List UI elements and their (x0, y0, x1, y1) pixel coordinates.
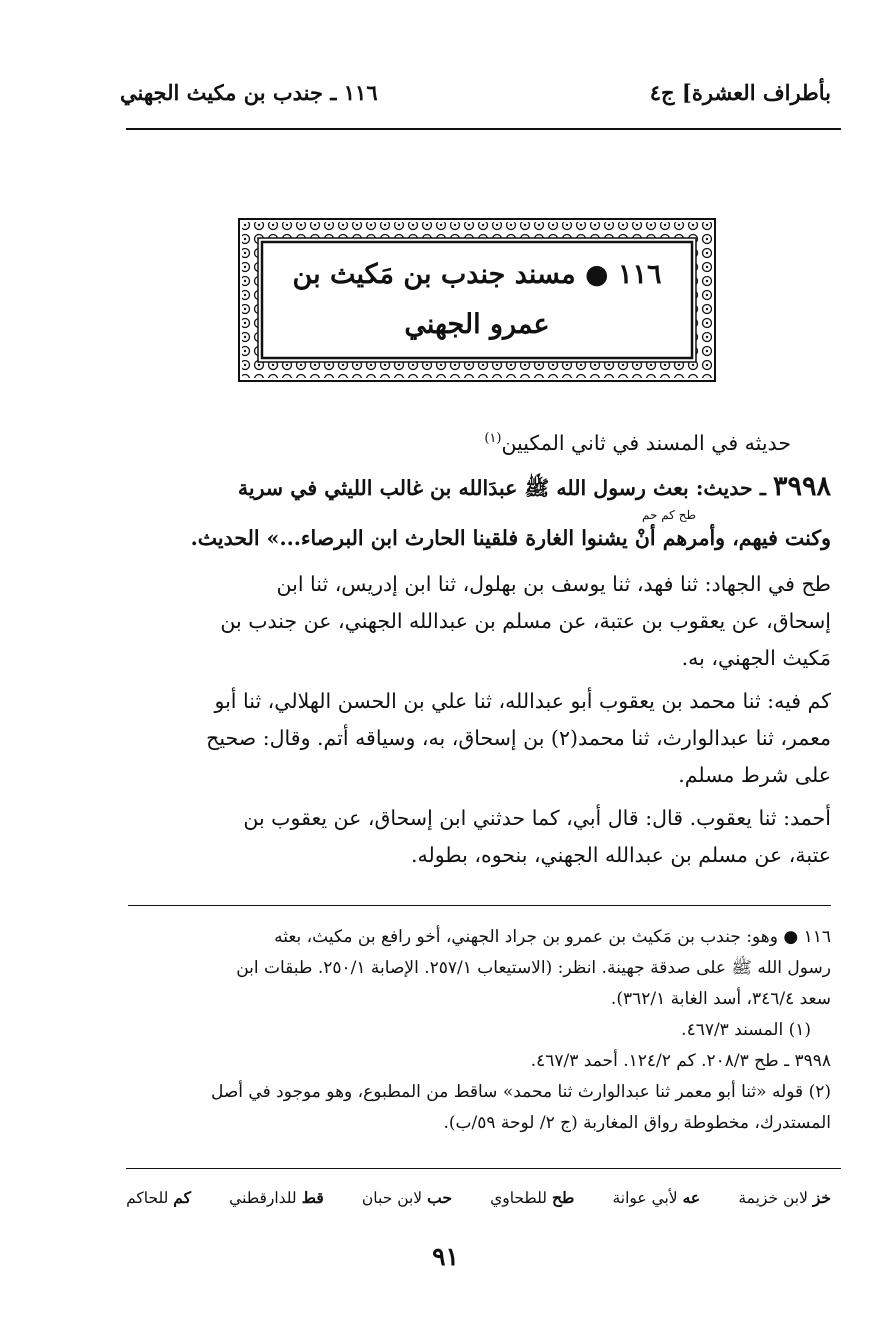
paragraph-line: معمر، ثنا عبدالوارث، ثنا محمد(٢) بن إسحاق، به، وسياقه أتم. وقال: صحيح (206, 726, 831, 750)
footer-divider (126, 1168, 841, 1169)
footnote-line: ١١٦ ● وهو: جندب بن مَكيث بن عمرو بن جراد الجهني، أخو رافع بن مكيث، بعثه (274, 927, 831, 947)
abbr-item: عه لأبي عوانة (612, 1188, 701, 1207)
abbreviation-key (126, 1188, 831, 1207)
footnote-line: المستدرك، مخطوطة رواق المغاربة (ج ٢/ لوحة ٥٩/ب). (443, 1113, 831, 1133)
footnote-line: سعد ٣٤٦/٤، أسد الغابة ٣٦٢/١). (610, 989, 831, 1009)
running-header-book: بأطراف العشرة] ج٤ (649, 80, 831, 105)
paragraph-line: عتبة، عن مسلم بن عبدالله الجهني، بنحوه، بطوله. (410, 843, 831, 867)
page-number: ٩١ (432, 1242, 459, 1271)
paragraph-line: كم فيه: ثنا محمد بن يعقوب أبو عبدالله، ثنا علي بن الحسن الهلالي، ثنا أبو (214, 689, 831, 713)
hadith-line-1 (126, 468, 831, 507)
intro-footnote-ref: (١) (484, 431, 502, 446)
hadith-sigla: طح كم حم (641, 508, 696, 522)
abbr-item: طح للطحاوي (490, 1188, 575, 1207)
running-header-chapter: ١١٦ ـ جندب بن مكيث الجهني (120, 80, 378, 105)
intro-text: حديثه في المسند في ثاني المكيين (501, 430, 791, 455)
footnote-line: (٢) قوله «ثنا أبو معمر ثنا عبدالوارث ثنا محمد» ساقط من المطبوع، وهو موجود في أصل (211, 1082, 831, 1102)
hadith-line-2: وكنت فيهم، وأمرهم أنْ يشنوا الغارة فلقينا الحارث ابن البرصاء...» الحديث. (190, 526, 831, 550)
paragraph-line: أحمد: ثنا يعقوب. قال: قال أبي، كما حدثني ابن إسحاق، عن يعقوب بن (243, 806, 831, 830)
section-title (262, 242, 692, 358)
footnote-line: (١) المسند ٤٦٧/٣. (681, 1020, 811, 1040)
section-title-line2: عمرو الجهني (404, 309, 550, 340)
abbr-item: كم للحاكم (126, 1188, 191, 1207)
section-title-line1: ١١٦ ● مسند جندب بن مَكيث بن (292, 259, 662, 290)
footnote-divider (128, 905, 831, 906)
footnotes (126, 922, 831, 1139)
abbr-item: خز لابن خزيمة (738, 1188, 831, 1207)
abbr-item: حب لابن حبان (361, 1188, 452, 1207)
paragraph-tahawi (126, 566, 831, 677)
title-frame (238, 218, 716, 382)
paragraph-ahmad (126, 800, 831, 874)
intro-line (60, 420, 791, 462)
hadith-number: ٣٩٩٨ (772, 471, 831, 502)
header-divider (126, 128, 841, 130)
footnote-line: ٣٩٩٨ ـ طح ٢٠٨/٣. كم ١٢٤/٢. أحمد ٤٦٧/٣. (530, 1051, 831, 1071)
paragraph-line: مَكيث الجهني، به. (681, 646, 831, 670)
hadith-text-1: ـ حديث: بعث رسول الله ﷺ عبدَالله بن غالب الليثي في سرية (237, 476, 766, 500)
paragraph-line: على شرط مسلم. (678, 763, 831, 787)
paragraph-line: طح في الجهاد: ثنا فهد، ثنا يوسف بن بهلول، ثنا ابن إدريس، ثنا ابن (276, 572, 831, 596)
paragraph-line: إسحاق، عن يعقوب بن عتبة، عن مسلم بن عبدالله الجهني، عن جندب بن (220, 609, 831, 633)
footnote-line: رسول الله ﷺ على صدقة جهينة. انظر: (الاستيعاب ٢٥٧/١. الإصابة ٢٥٠/١. طبقات ابن (236, 958, 831, 978)
abbr-item: قط للدارقطني (229, 1188, 324, 1207)
paragraph-hakim (126, 683, 831, 794)
